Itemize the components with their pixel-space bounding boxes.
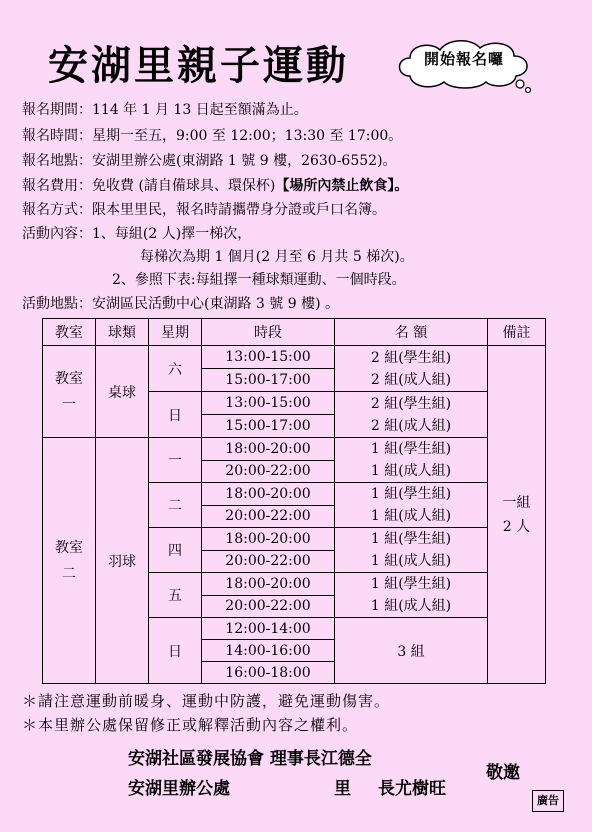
slot: 20:00-22:00 [202, 550, 335, 573]
info-content-1: 活動內容：1、每組(2 人)擇一梯次， [22, 226, 252, 242]
info-fee-text: 報名費用：免收費 (請自備球具、環保杯) [22, 178, 276, 194]
signature-closing: 敬邀 [486, 763, 520, 783]
quota-adult: 1 組(成人組) [370, 553, 452, 569]
room-1: 教室 一 [43, 346, 96, 438]
signature-name2: 長尤樹旺 [378, 779, 446, 799]
day-fri: 五 [149, 573, 202, 618]
info-time: 報名時間：星期一至五，9:00 至 12:00；13:30 至 17:00。 [22, 128, 403, 144]
slot: 18:00-20:00 [202, 438, 335, 461]
header-day: 星期 [149, 319, 202, 346]
slot: 20:00-22:00 [202, 460, 335, 483]
quota-adult: 2 組(成人組) [370, 371, 452, 388]
slot: 13:00-15:00 [202, 392, 335, 415]
quota-adult: 1 組(成人組) [370, 463, 452, 479]
signup-cloud-badge [392, 36, 536, 90]
day-tue: 二 [149, 483, 202, 528]
info-method: 報名方式：限本里里民，報名時請攜帶身分證或戶口名簿。 [22, 202, 386, 218]
info-venue: 活動地點：安湖區民活動中心(東湖路 3 號 9 樓) 。 [22, 296, 339, 312]
quota-adult: 1 組(成人組) [370, 508, 452, 524]
sport-badminton: 羽球 [96, 438, 149, 684]
note-warmup: ＊請注意運動前暖身、運動中防護，避免運動傷害。 [22, 692, 391, 710]
signature-org2: 安湖里辦公處 [128, 779, 230, 799]
slot: 20:00-22:00 [202, 595, 335, 618]
quota [335, 483, 488, 528]
quota [335, 392, 488, 438]
quota-student: 2 組(學生組) [370, 395, 452, 412]
info-place: 報名地點：安湖里辦公處(東湖路 1 號 9 樓，2630-6552)。 [22, 153, 397, 169]
quota [335, 346, 488, 392]
day-sun-2: 日 [149, 618, 202, 684]
signature-title2: 里 [334, 779, 351, 799]
header-sport: 球類 [96, 319, 149, 346]
day-sun: 日 [149, 392, 202, 438]
slot: 16:00-18:00 [202, 662, 335, 684]
quota-student: 1 組(學生組) [370, 441, 452, 457]
note-rights: ＊本里辦公處保留修正或解釋活動內容之權利。 [22, 716, 359, 734]
header-room: 教室 [43, 319, 96, 346]
day-mon: 一 [149, 438, 202, 483]
slot: 18:00-20:00 [202, 573, 335, 596]
signature-org1: 安湖社區發展協會 理事長江德全 [128, 749, 372, 769]
quota [335, 438, 488, 483]
header-quota: 名 額 [335, 319, 488, 346]
quota-last: 3 組 [335, 618, 488, 684]
header-slot: 時段 [202, 319, 335, 346]
quota [335, 528, 488, 573]
slot: 15:00-17:00 [202, 369, 335, 392]
room-2: 教室 二 [43, 438, 96, 684]
info-content-2: 每梯次為期 1 個月(2 月至 6 月共 5 梯次)。 [140, 249, 414, 265]
cloud-label: 開始報名囉 [423, 50, 504, 68]
quota-adult: 2 組(成人組) [370, 417, 452, 434]
table-row [43, 438, 546, 461]
info-content-3: 2、參照下表:每組擇一種球類運動、一個時段。 [112, 272, 406, 288]
quota-student: 2 組(學生組) [370, 349, 452, 366]
info-fee [22, 176, 408, 196]
note-cell: 一組 2 人 [488, 346, 546, 684]
slot: 15:00-17:00 [202, 415, 335, 438]
slot: 12:00-14:00 [202, 618, 335, 640]
header-note: 備註 [488, 319, 546, 346]
slot: 18:00-20:00 [202, 483, 335, 506]
day-sat: 六 [149, 346, 202, 392]
schedule-table [42, 318, 546, 684]
quota [335, 573, 488, 618]
slot: 18:00-20:00 [202, 528, 335, 551]
quota-student: 1 組(學生組) [370, 486, 452, 502]
slot: 20:00-22:00 [202, 505, 335, 528]
table-row [43, 346, 546, 369]
page-title: 安湖里親子運動 [48, 43, 349, 89]
info-fee-warning: 【場所內禁止飲食】。 [275, 178, 409, 194]
info-period: 報名期間：114 年 1 月 13 日起至額滿為止。 [22, 102, 308, 118]
quota-student: 1 組(學生組) [370, 531, 452, 547]
quota-student: 1 組(學生組) [370, 576, 452, 592]
ad-label: 廣告 [532, 790, 564, 812]
day-thu: 四 [149, 528, 202, 573]
quota-adult: 1 組(成人組) [370, 598, 452, 614]
table-header-row [43, 319, 546, 346]
slot: 14:00-16:00 [202, 640, 335, 662]
sport-table-tennis: 桌球 [96, 346, 149, 438]
slot: 13:00-15:00 [202, 346, 335, 369]
